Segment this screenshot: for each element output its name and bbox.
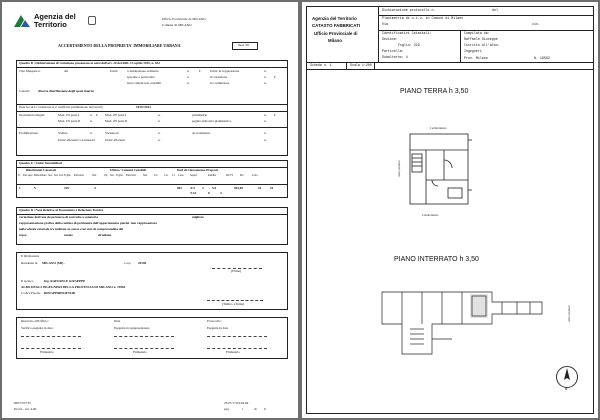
data-label: Data bbox=[114, 319, 121, 323]
cell: 4 bbox=[220, 191, 222, 195]
volture-label: Volture bbox=[58, 131, 68, 135]
firmatario-label: Firmatario bbox=[40, 350, 54, 354]
col-header: Part.spec. Immobiliare bbox=[23, 174, 47, 177]
quadro-u-column-headers bbox=[18, 174, 288, 182]
n-label: n. bbox=[158, 131, 161, 135]
col-header: ISCTS bbox=[226, 174, 234, 177]
logo-text-line2: Territorio bbox=[34, 20, 67, 29]
divider bbox=[306, 69, 594, 70]
rappresentanza-label: Eseguita in rappresentanza bbox=[114, 326, 150, 330]
n-label: n. bbox=[187, 75, 190, 79]
divider bbox=[374, 62, 375, 69]
field-line bbox=[207, 336, 267, 337]
col-header: Cl. bbox=[172, 174, 176, 177]
col-header: Sez. bbox=[48, 174, 53, 177]
right-logo-line2: CATASTO FABBRICATI bbox=[312, 23, 360, 28]
col-header: Sub. bbox=[143, 174, 148, 177]
sezione-label: Sezione: bbox=[382, 37, 398, 41]
cell: 3 bbox=[202, 186, 204, 190]
n-label: n. bbox=[187, 69, 190, 73]
planimetria-label: Planimetria di u.i.u. in Comune di Milano bbox=[382, 16, 464, 20]
classamento-head: Dati di Classamento Proposti bbox=[177, 168, 219, 172]
col-header: Sez. bbox=[110, 174, 115, 177]
firma-label: (Firma) bbox=[231, 269, 242, 273]
cell: 4 bbox=[94, 186, 96, 190]
col-header: Rendita bbox=[208, 174, 217, 177]
n-label: n. bbox=[158, 138, 161, 142]
compilata-name: Raffaele Giuseppe bbox=[464, 37, 498, 41]
data-variazione-label: Data in cui la variazione si e' verificata (ultimazione dei lavori): bbox=[19, 105, 104, 109]
side-label: Altra proprieta' bbox=[398, 159, 401, 177]
pag-label: pag. bbox=[224, 407, 230, 411]
del-label: del bbox=[64, 69, 69, 73]
verifica-label: Verifica eseguita in data bbox=[21, 326, 53, 330]
col-header: Particella bbox=[126, 174, 136, 177]
firmatario-label: Firmatario bbox=[226, 350, 240, 354]
profilazione-label: Proflimazione: bbox=[19, 131, 39, 135]
page-title: ACCERTAMENTO DELLA PROPRIETA' IMMOBILIARE URBANA bbox=[58, 43, 181, 48]
firmatario-label: Firmatario bbox=[133, 350, 147, 354]
cell: 903,85 bbox=[234, 186, 244, 190]
cf-value: RFFGPP86E04F704R bbox=[44, 291, 76, 295]
col-header: Cons. bbox=[178, 174, 184, 177]
footer-code: 000/VN/733 bbox=[14, 401, 31, 405]
residenza-value: MILANO (MI) - bbox=[42, 261, 66, 265]
header-comune: Comune di: MILANO bbox=[162, 23, 192, 27]
col-header: Foglio bbox=[116, 174, 123, 177]
col-header: Lotto bbox=[252, 174, 258, 177]
variazioni-label: Variazioni bbox=[105, 131, 119, 135]
cell: SI bbox=[270, 186, 274, 190]
destinazione-ordinaria-label: a destinazione ordinaria bbox=[127, 69, 159, 73]
subalterno-value: Subalterno: 4 bbox=[382, 55, 408, 59]
unita-afferenti-label: Unita' afferenti bbox=[105, 138, 125, 142]
divider bbox=[16, 127, 288, 128]
n-label: n. bbox=[264, 75, 267, 79]
cortile-label: Cortile interno bbox=[430, 127, 447, 130]
col-header: Sub. bbox=[92, 174, 97, 177]
note-line: nella scheda catastale tra indicato su stesso e un atto di compravendita del bbox=[19, 227, 124, 231]
cell: A/3 bbox=[190, 186, 195, 190]
divider bbox=[16, 67, 288, 68]
riservato-box bbox=[16, 317, 288, 359]
particella-label: Particella: bbox=[382, 49, 404, 53]
tecnico-value: Ing. RAFFAELE GIUSEPPE bbox=[44, 279, 86, 283]
count-value: 1 bbox=[96, 113, 98, 117]
note-line: di milano bbox=[98, 233, 112, 237]
in-costituzione-label: in costituzione bbox=[210, 81, 230, 85]
note-line: migliore bbox=[192, 215, 204, 219]
eseguita-label: Eseguita in data bbox=[207, 326, 229, 330]
n-label: n. bbox=[264, 119, 267, 123]
comuni-censibili-head: Ultimo' Comuni Censibili bbox=[110, 168, 147, 172]
di-label: di bbox=[254, 407, 257, 411]
cell: V bbox=[34, 186, 37, 190]
protocollo-label: Protocollo: bbox=[207, 319, 222, 323]
in-variazione-label: in variazione bbox=[210, 75, 228, 79]
header-office: Ufficio Provinciale di: MILANO bbox=[162, 17, 206, 21]
cap-label: c.a.p. bbox=[124, 261, 132, 265]
n-label: n. bbox=[90, 119, 93, 123]
republic-emblem-icon bbox=[88, 16, 96, 25]
divider bbox=[346, 62, 347, 69]
mod2n-p2-label: Mod. 2N parte II bbox=[105, 119, 128, 123]
speciale-label: speciale e particolare bbox=[127, 75, 155, 79]
n-label: n. bbox=[264, 113, 267, 117]
scala-label: Scala 1:200 bbox=[350, 63, 372, 67]
right-logo-line4: Milano bbox=[328, 38, 342, 43]
cell: T-S1 bbox=[190, 191, 197, 195]
cell: 002 bbox=[177, 186, 182, 190]
beni-comuni-label: beni comuni non censibili bbox=[127, 81, 162, 85]
divider bbox=[16, 167, 288, 168]
n-label: n. bbox=[90, 113, 93, 117]
causali-value: diversa distribuzione degli spazi interni bbox=[38, 89, 94, 93]
residenza-label: Residente in bbox=[21, 261, 38, 265]
planimetrie-label: planimetrie bbox=[192, 113, 208, 117]
n-label: n. bbox=[187, 81, 190, 85]
tecnico-label: Il tecnico bbox=[21, 279, 34, 283]
tipo-mappale-label: Tipo Mappale n. bbox=[19, 69, 41, 73]
col-header: Piu bbox=[240, 174, 244, 177]
field-line bbox=[114, 348, 174, 349]
note-line: rep.n. bbox=[19, 233, 28, 237]
iscritto-value: Ingegneri bbox=[464, 49, 482, 53]
logo-text-line1: Agenzia del bbox=[34, 12, 76, 21]
cell: 1 bbox=[19, 186, 21, 190]
footer-version: Docfa - ver. 4.00 bbox=[14, 407, 37, 411]
riferimenti-catastali-head: Riferimenti Catastali bbox=[26, 168, 56, 172]
riservato-label: Riservato all'Ufficio: bbox=[21, 319, 49, 323]
mod2n-p1-label: Mod. 2N parte I bbox=[105, 113, 127, 117]
n-label: n. bbox=[264, 69, 267, 73]
col-header: Z.C. bbox=[154, 174, 159, 177]
cortile-label: Cortile interno bbox=[422, 214, 439, 217]
dichiarazione-label: Dichiarazione protocollo n. bbox=[382, 8, 436, 12]
quadro-d-heading: Quadro D | Note Relative al Documento e Relazione Tecnica bbox=[19, 208, 104, 212]
scheda-label: Scheda n. 1 bbox=[310, 63, 332, 67]
note-line: variazione derivata da permesso di costruire a sanatoria bbox=[19, 215, 98, 219]
left-document-page bbox=[2, 2, 298, 418]
piano-terra-floorplan bbox=[402, 130, 482, 210]
right-plan-page bbox=[302, 2, 598, 418]
north-arrow-needle-icon bbox=[556, 366, 578, 388]
albo-number: N. 19562 bbox=[534, 56, 550, 60]
side-label: Altra proprieta' bbox=[568, 304, 571, 322]
documenti-label: Documenti allegati: bbox=[19, 113, 46, 117]
piano-interrato-floorplan bbox=[372, 284, 552, 364]
piano-terra-title: PIANO TERRA h 3,50 bbox=[400, 88, 469, 95]
unita-label: Unita' bbox=[110, 69, 118, 73]
note-line: notaio bbox=[64, 233, 73, 237]
col-header: Foglio bbox=[64, 174, 71, 177]
prov-value: Prov. Milano bbox=[464, 56, 488, 60]
note-line: rappresentazione grafica della cantina di pertinenza dell'appartamento poiche' non rappresentata bbox=[19, 221, 157, 225]
col-header: Cat. bbox=[164, 174, 169, 177]
col-header: N. bbox=[18, 174, 21, 177]
col-header: Superf. bbox=[190, 174, 198, 177]
n-label: n. bbox=[264, 138, 267, 142]
n-label: n. bbox=[158, 113, 161, 117]
data-variazione-value: 10/07/2012 bbox=[136, 105, 152, 109]
unita-soppressione-label: Unita' in soppressione bbox=[210, 69, 240, 73]
cell: 229 bbox=[64, 186, 69, 190]
cf-label: Codice Fiscale bbox=[21, 291, 41, 295]
albo-value: ALBO DEGLI INGEGNERI DELLA PROVINCIA DI MILANO n. 19562 bbox=[21, 285, 126, 289]
n-label: n. bbox=[90, 131, 93, 135]
right-logo-line1: Agenzia del Territorio bbox=[312, 16, 357, 21]
identificativi-label: Identificativi Catastali: bbox=[382, 31, 432, 35]
count-value: 1 bbox=[199, 69, 201, 73]
timbro-label: (Timbro e firma) bbox=[222, 302, 245, 306]
mod1n-p1-label: Mod. 1N parte I bbox=[58, 113, 80, 117]
footer-timestamp: 23/07/17:04:04.09 bbox=[224, 401, 249, 405]
count-value: 1 bbox=[274, 113, 276, 117]
count-value: 1 bbox=[274, 75, 276, 79]
field-line bbox=[114, 336, 174, 337]
unita-afferenti-intestati-label: Unita' afferenti con intestati bbox=[58, 138, 95, 142]
field-line bbox=[21, 348, 81, 349]
causali-label: Causali: bbox=[19, 89, 30, 93]
cell: 5.5 bbox=[212, 186, 217, 190]
compilata-label: Compilata da: bbox=[464, 31, 490, 35]
cap-value: 20100 bbox=[138, 261, 147, 265]
divider bbox=[16, 111, 288, 112]
n-label: n. bbox=[264, 81, 267, 85]
via-label: Via bbox=[382, 22, 388, 26]
north-label: N bbox=[565, 387, 568, 391]
model-label: mod. D1 bbox=[238, 43, 250, 47]
col-header: Particella bbox=[74, 174, 84, 177]
piano-interrato-title: PIANO INTERRATO h 3,50 bbox=[394, 256, 479, 263]
agenzia-logo-mark-icon bbox=[12, 13, 32, 29]
field-line bbox=[207, 348, 267, 349]
cell: SI bbox=[258, 186, 262, 190]
quadro-b-heading: Quadro B | Dichiarazione di variazione presentata ai sensi dell'art. 20 del RDL 13 aprile 1939, n. 652 bbox=[19, 61, 160, 65]
accertamenti-label: Accertamenti bbox=[192, 131, 210, 135]
cell: 8 bbox=[208, 191, 210, 195]
n-label: n. bbox=[264, 131, 267, 135]
civ-label: civ. bbox=[532, 22, 540, 26]
dichiarante-label: Il Dichiarante bbox=[21, 254, 40, 258]
quadro-u-heading: Quadro U | Unita' Immobiliari bbox=[19, 161, 63, 165]
foglio-value: Foglio: 229 bbox=[398, 43, 420, 47]
divider bbox=[16, 184, 288, 185]
field-line bbox=[21, 336, 81, 337]
right-logo-line3: Ufficio Provinciale di bbox=[314, 31, 358, 36]
pag-value: 1 bbox=[242, 407, 244, 411]
n-label: n. bbox=[158, 119, 161, 123]
elaborato-label: pagine elaborato planimetrico bbox=[192, 119, 232, 123]
col-header: Sez. Urb. bbox=[54, 174, 64, 177]
col-header: Op. bbox=[104, 174, 108, 177]
del-label: del bbox=[492, 8, 498, 12]
mod1n-p2-label: Mod. 1N parte II bbox=[58, 119, 81, 123]
iscritto-label: Iscritto all'albo: bbox=[464, 43, 500, 47]
di-value: 6 bbox=[264, 407, 266, 411]
signature-line bbox=[207, 300, 263, 301]
divider bbox=[460, 30, 461, 62]
